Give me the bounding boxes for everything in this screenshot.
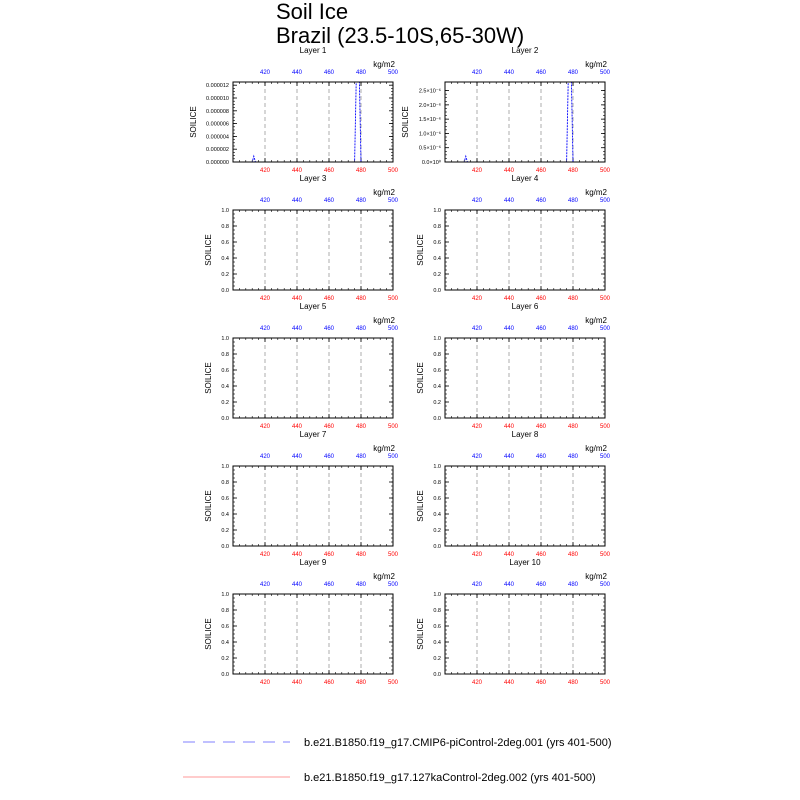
x-tick-label-bottom: 420 (259, 168, 271, 174)
units-label: kg/m2 (373, 316, 395, 325)
x-tick-label-bottom: 500 (387, 552, 399, 558)
x-tick-label-top: 440 (503, 326, 515, 332)
x-tick-label-top: 500 (387, 454, 399, 460)
y-tick-label: 0.8 (433, 480, 441, 486)
y-tick-label: 0.2 (221, 400, 229, 406)
y-tick-label: 0.4 (221, 640, 229, 646)
legend-label-1: b.e21.B1850.f19_g17.CMIP6-piControl-2deg.001 (yrs 401-500) (304, 737, 612, 749)
x-tick-label-top: 500 (387, 198, 399, 204)
y-tick-label: 0.4 (221, 256, 229, 262)
x-tick-label-bottom: 500 (387, 168, 399, 174)
y-tick-label: 0.000000 (206, 160, 229, 166)
x-tick-label-bottom: 480 (355, 680, 367, 686)
x-tick-label-top: 440 (503, 582, 515, 588)
panel-title: Layer 8 (511, 430, 539, 439)
x-tick-label-bottom: 440 (291, 168, 303, 174)
x-tick-label-top: 420 (259, 454, 271, 460)
x-tick-label-bottom: 420 (259, 424, 271, 430)
panel-title: Layer 5 (299, 302, 327, 311)
x-tick-label-top: 480 (355, 326, 367, 332)
x-tick-label-bottom: 460 (323, 552, 335, 558)
y-tick-label: 1.0 (433, 208, 441, 214)
x-tick-label-top: 420 (259, 582, 271, 588)
y-tick-label: 1.0 (221, 592, 229, 598)
units-label: kg/m2 (373, 444, 395, 453)
x-tick-label-top: 420 (471, 198, 483, 204)
y-tick-label: 1.0 (221, 336, 229, 342)
x-tick-label-top: 440 (291, 198, 303, 204)
panel-title: Layer 9 (299, 558, 327, 567)
x-tick-label-top: 480 (567, 198, 579, 204)
y-tick-label: 0.4 (433, 512, 441, 518)
y-tick-label: 0.0 (221, 544, 229, 550)
x-tick-label-bottom: 440 (291, 552, 303, 558)
x-tick-label-bottom: 420 (259, 552, 271, 558)
x-tick-label-top: 500 (599, 582, 611, 588)
units-label: kg/m2 (373, 188, 395, 197)
x-tick-label-top: 480 (355, 70, 367, 76)
x-tick-label-top: 460 (535, 582, 547, 588)
title-line-2: Brazil (23.5-10S,65-30W) (276, 23, 525, 48)
y-tick-label: 0.8 (221, 224, 229, 230)
x-tick-label-bottom: 460 (535, 296, 547, 302)
y-tick-label: 0.6 (221, 624, 229, 630)
units-label: kg/m2 (585, 60, 607, 69)
x-tick-label-bottom: 480 (567, 296, 579, 302)
y-tick-label: 0.2 (221, 272, 229, 278)
x-tick-label-top: 480 (567, 582, 579, 588)
y-tick-label: 0.2 (221, 656, 229, 662)
x-tick-label-bottom: 440 (291, 680, 303, 686)
y-tick-label: 0.4 (221, 384, 229, 390)
x-tick-label-bottom: 440 (503, 296, 515, 302)
y-tick-label: 0.000010 (206, 96, 229, 102)
y-axis-label: SOILICE (416, 234, 425, 266)
units-label: kg/m2 (585, 572, 607, 581)
y-axis-label: SOILICE (204, 490, 213, 522)
panel-title: Layer 10 (509, 558, 541, 567)
x-tick-label-top: 460 (323, 454, 335, 460)
panel-title: Layer 1 (299, 46, 327, 55)
panel-title: Layer 4 (511, 174, 539, 183)
y-axis-label: SOILICE (401, 106, 410, 138)
x-tick-label-top: 420 (471, 582, 483, 588)
x-tick-label-top: 480 (567, 70, 579, 76)
x-tick-label-top: 460 (323, 582, 335, 588)
x-tick-label-bottom: 460 (323, 168, 335, 174)
x-tick-label-top: 480 (567, 326, 579, 332)
x-tick-label-top: 460 (323, 326, 335, 332)
y-axis-label: SOILICE (204, 618, 213, 650)
y-tick-label: 0.8 (433, 352, 441, 358)
x-tick-label-top: 500 (599, 198, 611, 204)
x-tick-label-bottom: 500 (599, 296, 611, 302)
x-tick-label-top: 440 (503, 70, 515, 76)
x-tick-label-bottom: 460 (535, 552, 547, 558)
y-tick-label: 1.0 (433, 592, 441, 598)
units-label: kg/m2 (585, 188, 607, 197)
x-tick-label-bottom: 420 (471, 168, 483, 174)
panel-title: Layer 7 (299, 430, 327, 439)
x-tick-label-bottom: 420 (471, 296, 483, 302)
y-tick-label: 0.8 (433, 608, 441, 614)
x-tick-label-top: 460 (535, 454, 547, 460)
x-tick-label-bottom: 480 (567, 424, 579, 430)
y-tick-label: 0.8 (221, 352, 229, 358)
y-tick-label: 2.0×10⁻⁶ (418, 102, 441, 109)
x-tick-label-top: 440 (291, 326, 303, 332)
y-tick-label: 0.2 (433, 528, 441, 534)
x-tick-label-bottom: 500 (599, 168, 611, 174)
panel-title: Layer 3 (299, 174, 327, 183)
x-tick-label-bottom: 420 (259, 296, 271, 302)
y-tick-label: 0.8 (433, 224, 441, 230)
units-label: kg/m2 (585, 316, 607, 325)
y-tick-label: 1.0 (433, 464, 441, 470)
y-tick-label: 0.6 (433, 368, 441, 374)
x-tick-label-bottom: 440 (291, 296, 303, 302)
y-tick-label: 0.4 (433, 640, 441, 646)
y-tick-label: 0.0×10⁰ (421, 160, 441, 166)
x-tick-label-bottom: 460 (535, 680, 547, 686)
x-tick-label-top: 500 (387, 326, 399, 332)
units-label: kg/m2 (373, 572, 395, 581)
x-tick-label-bottom: 500 (599, 680, 611, 686)
x-tick-label-bottom: 500 (387, 680, 399, 686)
x-tick-label-top: 480 (355, 582, 367, 588)
y-tick-label: 0.2 (433, 400, 441, 406)
x-tick-label-top: 420 (259, 70, 271, 76)
x-tick-label-bottom: 480 (355, 424, 367, 430)
x-tick-label-bottom: 480 (355, 552, 367, 558)
x-tick-label-top: 460 (323, 198, 335, 204)
x-tick-label-top: 440 (503, 198, 515, 204)
x-tick-label-top: 460 (535, 326, 547, 332)
y-tick-label: 0.000006 (206, 121, 229, 128)
x-tick-label-bottom: 480 (567, 168, 579, 174)
x-tick-label-bottom: 460 (535, 424, 547, 430)
y-tick-label: 0.4 (221, 512, 229, 518)
y-tick-label: 1.0 (221, 208, 229, 214)
x-tick-label-top: 420 (259, 198, 271, 204)
y-tick-label: 0.2 (433, 656, 441, 662)
y-tick-label: 0.4 (433, 384, 441, 390)
x-tick-label-top: 460 (535, 198, 547, 204)
y-tick-label: 0.000012 (206, 83, 229, 90)
x-tick-label-top: 420 (471, 70, 483, 76)
x-tick-label-bottom: 480 (567, 680, 579, 686)
y-tick-label: 0.6 (221, 240, 229, 246)
x-tick-label-top: 500 (599, 454, 611, 460)
x-tick-label-bottom: 500 (599, 424, 611, 430)
y-tick-label: 0.000008 (206, 108, 229, 115)
y-tick-label: 1.5×10⁻⁶ (418, 117, 441, 124)
x-tick-label-bottom: 440 (503, 424, 515, 430)
y-tick-label: 0.0 (433, 544, 441, 550)
y-tick-label: 1.0 (433, 336, 441, 342)
x-tick-label-bottom: 440 (503, 168, 515, 174)
x-tick-label-top: 460 (535, 70, 547, 76)
x-tick-label-bottom: 480 (567, 552, 579, 558)
x-tick-label-top: 440 (291, 454, 303, 460)
panel-title: Layer 2 (511, 46, 539, 55)
legend-label-2: b.e21.B1850.f19_g17.127kaControl-2deg.002 (yrs 401-500) (304, 772, 596, 784)
y-tick-label: 0.4 (433, 256, 441, 262)
x-tick-label-top: 500 (387, 70, 399, 76)
y-tick-label: 0.6 (221, 368, 229, 374)
x-tick-label-bottom: 420 (471, 552, 483, 558)
y-tick-label: 0.6 (433, 624, 441, 630)
units-label: kg/m2 (373, 60, 395, 69)
x-tick-label-bottom: 480 (355, 168, 367, 174)
y-tick-label: 0.0 (221, 672, 229, 678)
panel-title: Layer 6 (511, 302, 539, 311)
x-tick-label-top: 500 (599, 70, 611, 76)
x-tick-label-top: 440 (503, 454, 515, 460)
x-tick-label-top: 500 (387, 582, 399, 588)
x-tick-label-bottom: 480 (355, 296, 367, 302)
x-tick-label-bottom: 420 (471, 680, 483, 686)
y-tick-label: 0.6 (433, 496, 441, 502)
x-tick-label-bottom: 440 (291, 424, 303, 430)
x-tick-label-top: 480 (567, 454, 579, 460)
x-tick-label-bottom: 500 (387, 296, 399, 302)
y-tick-label: 0.000002 (206, 147, 229, 154)
x-tick-label-top: 420 (471, 326, 483, 332)
x-tick-label-bottom: 500 (387, 424, 399, 430)
x-tick-label-bottom: 460 (535, 168, 547, 174)
y-tick-label: 0.000004 (206, 134, 229, 141)
x-tick-label-top: 500 (599, 326, 611, 332)
x-tick-label-bottom: 420 (471, 424, 483, 430)
y-axis-label: SOILICE (204, 234, 213, 266)
units-label: kg/m2 (585, 444, 607, 453)
x-tick-label-top: 420 (259, 326, 271, 332)
title-line-1: Soil Ice (276, 0, 349, 24)
x-tick-label-bottom: 500 (599, 552, 611, 558)
x-tick-label-bottom: 440 (503, 680, 515, 686)
y-tick-label: 0.0 (433, 416, 441, 422)
y-tick-label: 0.0 (221, 288, 229, 294)
x-tick-label-bottom: 460 (323, 424, 335, 430)
y-tick-label: 0.2 (221, 528, 229, 534)
y-axis-label: SOILICE (416, 618, 425, 650)
y-axis-label: SOILICE (204, 362, 213, 394)
y-tick-label: 2.5×10⁻⁶ (418, 88, 441, 95)
y-tick-label: 0.0 (221, 416, 229, 422)
y-tick-label: 0.8 (221, 480, 229, 486)
x-tick-label-top: 480 (355, 198, 367, 204)
x-tick-label-top: 420 (471, 454, 483, 460)
y-axis-label: SOILICE (416, 490, 425, 522)
x-tick-label-bottom: 420 (259, 680, 271, 686)
y-axis-label: SOILICE (416, 362, 425, 394)
y-tick-label: 1.0×10⁻⁶ (418, 131, 441, 138)
x-tick-label-bottom: 440 (503, 552, 515, 558)
y-tick-label: 1.0 (221, 464, 229, 470)
y-tick-label: 0.5×10⁻⁶ (418, 145, 441, 152)
y-tick-label: 0.6 (433, 240, 441, 246)
x-tick-label-top: 460 (323, 70, 335, 76)
y-axis-label: SOILICE (189, 106, 198, 138)
y-tick-label: 0.8 (221, 608, 229, 614)
x-tick-label-top: 480 (355, 454, 367, 460)
y-tick-label: 0.0 (433, 672, 441, 678)
y-tick-label: 0.2 (433, 272, 441, 278)
y-tick-label: 0.0 (433, 288, 441, 294)
x-tick-label-bottom: 460 (323, 680, 335, 686)
x-tick-label-bottom: 460 (323, 296, 335, 302)
y-tick-label: 0.6 (221, 496, 229, 502)
x-tick-label-top: 440 (291, 582, 303, 588)
x-tick-label-top: 440 (291, 70, 303, 76)
